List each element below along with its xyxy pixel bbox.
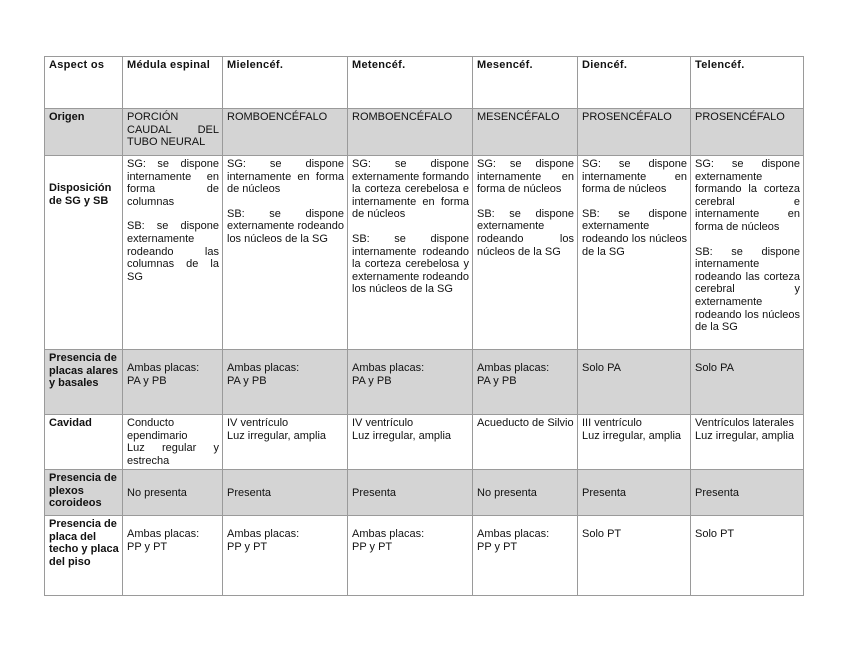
cell-text: III ventrículo xyxy=(582,417,642,429)
cell-text: Conducto ependimario xyxy=(127,417,188,442)
cell-text: No presenta xyxy=(477,486,537,499)
cell-placas-telencefalo xyxy=(691,350,804,415)
header-mesencefalo: Mesencéf. xyxy=(473,57,578,109)
cell-text-sg: SG: se dispone externamente formando la corteza cerebral e internamente en forma de núcleos xyxy=(695,158,800,233)
cell-cavidad-mielencefalo xyxy=(223,415,348,470)
cell-text: Luz irregular, amplia xyxy=(582,429,682,442)
cell-plexos-telencefalo xyxy=(691,470,804,516)
cell-origen-mesencefalo xyxy=(473,109,578,156)
row-cavidad xyxy=(45,415,804,470)
cell-text: PORCIÓN CAUDAL DEL TUBO NEURAL xyxy=(127,111,219,149)
header-aspectos: Aspect os xyxy=(45,57,123,109)
cell-text: Ambas placas: xyxy=(227,362,300,374)
cell-text-sb: SB: se dispone externamente rodeando los núcleos de la SG xyxy=(582,207,687,258)
comparison-table xyxy=(44,56,804,596)
cell-text: Solo PT xyxy=(582,528,622,540)
cell-text: Luz irregular, amplia xyxy=(352,429,452,442)
cell-text: PROSENCÉFALO xyxy=(695,111,785,123)
cell-origen-mielencefalo xyxy=(223,109,348,156)
cell-text: ROMBOENCÉFALO xyxy=(227,111,328,123)
cell-plexos-mesencefalo xyxy=(473,470,578,516)
cell-text: Presenta xyxy=(695,486,740,499)
cell-text: PROSENCÉFALO xyxy=(582,111,672,123)
row-label-plexos: Presencia de plexos coroideos xyxy=(45,470,123,516)
cell-text: Acueducto de Silvio xyxy=(477,417,574,429)
cell-cavidad-metencefalo xyxy=(348,415,473,470)
cell-text: Luz irregular, amplia xyxy=(695,429,795,442)
cell-text: Ambas placas: xyxy=(352,362,425,374)
cell-placas-medula xyxy=(123,350,223,415)
row-origen xyxy=(45,109,804,156)
cell-text: PP y PT xyxy=(227,540,268,553)
cell-disposicion-diencefalo xyxy=(578,156,691,350)
cell-text-sb: SB: se dispone internamente rodeando la corteza cerebelosa y externamente rodeando los núcleos de la SG xyxy=(352,232,469,296)
cell-text-sg: SG: se dispone internamente en forma de núcleos xyxy=(582,158,687,196)
cell-disposicion-metencefalo xyxy=(348,156,473,350)
cell-disposicion-telencefalo xyxy=(691,156,804,350)
cell-techo-mesencefalo xyxy=(473,516,578,596)
cell-text-sg: SG: se dispone internamente en forma de núcleos xyxy=(477,158,574,196)
cell-plexos-mielencefalo xyxy=(223,470,348,516)
cell-cavidad-diencefalo xyxy=(578,415,691,470)
header-diencefalo: Diencéf. xyxy=(578,57,691,109)
cell-plexos-metencefalo xyxy=(348,470,473,516)
cell-text: Solo PA xyxy=(695,362,734,374)
cell-text: Ambas placas: xyxy=(127,528,200,540)
row-label-placas-alares: Presencia de placas alares y basales xyxy=(45,350,123,415)
cell-plexos-diencefalo xyxy=(578,470,691,516)
cell-text: PA y PB xyxy=(477,374,517,387)
header-metencefalo: Metencéf. xyxy=(348,57,473,109)
cell-text: Ambas placas: xyxy=(227,528,300,540)
cell-origen-metencefalo xyxy=(348,109,473,156)
cell-origen-telencefalo xyxy=(691,109,804,156)
cell-disposicion-mielencefalo xyxy=(223,156,348,350)
cell-text-sg: SG: se dispone internamente en forma de núcleos xyxy=(227,158,344,196)
cell-origen-medula xyxy=(123,109,223,156)
cell-text: PA y PB xyxy=(352,374,392,387)
cell-cavidad-mesencefalo xyxy=(473,415,578,470)
cell-techo-diencefalo xyxy=(578,516,691,596)
cell-text-sg: SG: se dispone internamente en forma de columnas xyxy=(127,158,219,208)
row-label-cavidad: Cavidad xyxy=(45,415,123,470)
cell-text: No presenta xyxy=(127,486,187,499)
row-label-origen: Origen xyxy=(45,109,123,156)
cell-text: Luz regular y estrecha xyxy=(127,442,219,467)
cell-text: Ambas placas: xyxy=(127,362,200,374)
cell-text-sb: SB: se dispone externamente rodeando los núcleos de la SG xyxy=(477,207,574,258)
row-label-disposicion: Disposición de SG y SB xyxy=(45,156,123,350)
cell-techo-medula xyxy=(123,516,223,596)
cell-text: Solo PT xyxy=(695,528,735,540)
cell-text: PA y PB xyxy=(127,374,167,387)
cell-text: Presenta xyxy=(352,486,397,499)
cell-placas-diencefalo xyxy=(578,350,691,415)
cell-text: Solo PA xyxy=(582,362,621,374)
cell-text: ROMBOENCÉFALO xyxy=(352,111,453,123)
cell-text: Presenta xyxy=(582,486,627,499)
header-medula: Médula espinal xyxy=(123,57,223,109)
cell-text: Ventrículos laterales xyxy=(695,417,795,429)
cell-text: PP y PT xyxy=(477,540,518,553)
cell-text: Ambas placas: xyxy=(477,528,550,540)
header-row xyxy=(45,57,804,109)
row-disposicion xyxy=(45,156,804,350)
cell-text: MESENCÉFALO xyxy=(477,111,560,123)
cell-placas-mesencefalo xyxy=(473,350,578,415)
cell-text-sg: SG: se dispone externamente formando la corteza cerebelosa e internamente en forma de núcleos xyxy=(352,158,469,221)
cell-origen-diencefalo xyxy=(578,109,691,156)
cell-text: Ambas placas: xyxy=(352,528,425,540)
row-placas-alares xyxy=(45,350,804,415)
cell-text: IV ventrículo xyxy=(352,417,414,429)
row-plexos xyxy=(45,470,804,516)
cell-placas-metencefalo xyxy=(348,350,473,415)
cell-text-sb: SB: se dispone externamente rodeando las columnas de la SG xyxy=(127,220,219,283)
cell-text-sb: SB: se dispone externamente rodeando los núcleos de la SG xyxy=(227,207,344,245)
cell-techo-metencefalo xyxy=(348,516,473,596)
cell-disposicion-medula xyxy=(123,156,223,350)
header-telencefalo: Telencéf. xyxy=(691,57,804,109)
row-label-placa-techo: Presencia de placa del techo y placa del piso xyxy=(45,516,123,596)
cell-cavidad-medula xyxy=(123,415,223,470)
cell-text: IV ventrículo xyxy=(227,417,289,429)
cell-text: Luz irregular, amplia xyxy=(227,429,327,442)
cell-text-sb: SB: se dispone internamente rodeando las corteza cerebral y externamente rodeando los núcleos de la SG xyxy=(695,245,800,334)
cell-text: PP y PT xyxy=(127,540,168,553)
cell-techo-mielencefalo xyxy=(223,516,348,596)
header-mielencefalo: Mielencéf. xyxy=(223,57,348,109)
row-placa-techo xyxy=(45,516,804,596)
cell-text: PA y PB xyxy=(227,374,267,387)
cell-disposicion-mesencefalo xyxy=(473,156,578,350)
cell-cavidad-telencefalo xyxy=(691,415,804,470)
cell-text: Presenta xyxy=(227,486,272,499)
cell-placas-mielencefalo xyxy=(223,350,348,415)
cell-techo-telencefalo xyxy=(691,516,804,596)
cell-text: Ambas placas: xyxy=(477,362,550,374)
cell-text: PP y PT xyxy=(352,540,393,553)
cell-plexos-medula xyxy=(123,470,223,516)
